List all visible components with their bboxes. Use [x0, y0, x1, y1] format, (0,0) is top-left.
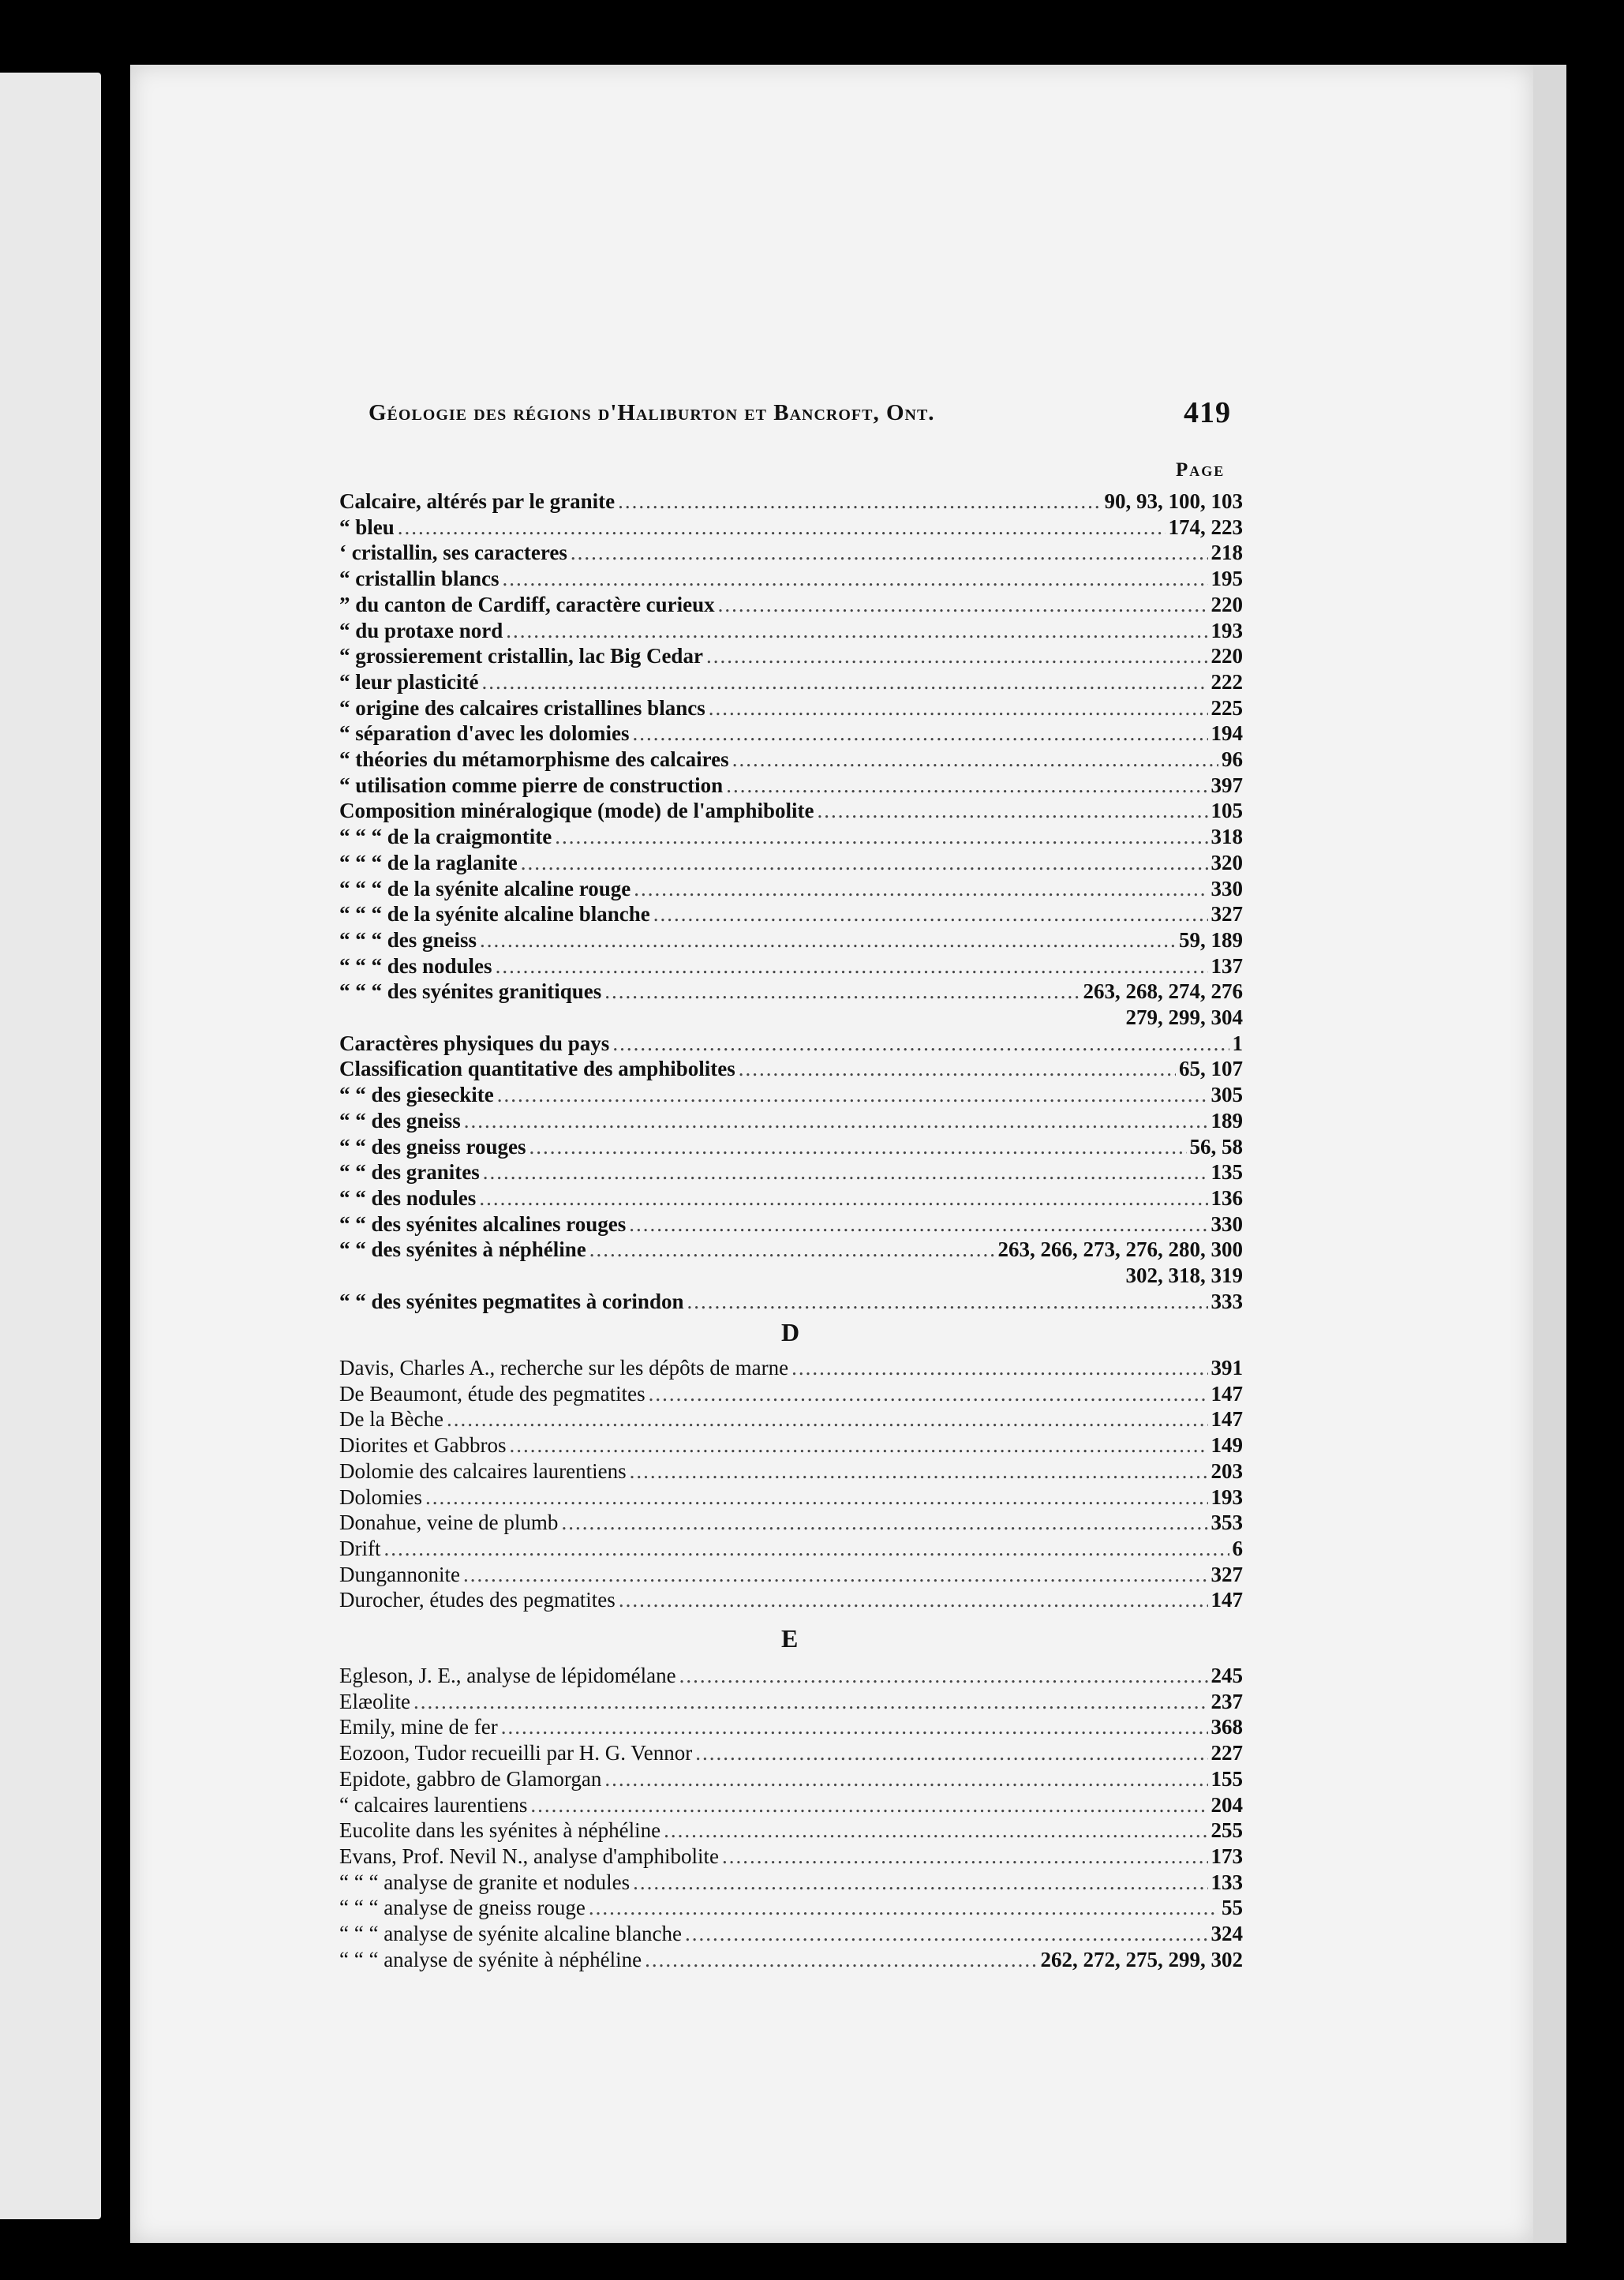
leader-dots [706, 644, 1208, 668]
entry-pages: 263, 268, 274, 276 [1083, 979, 1243, 1004]
index-entry [339, 1237, 1243, 1263]
entry-text: De Beaumont, étude des pegmatites [339, 1381, 645, 1406]
leader-dots [629, 1212, 1207, 1237]
entry-pages: 194 [1211, 721, 1243, 746]
entry-pages: 391 [1211, 1356, 1243, 1380]
leader-dots [612, 1031, 1229, 1056]
index-entry [339, 1160, 1243, 1185]
page-number: 419 [1184, 396, 1231, 429]
index-entry [339, 799, 1243, 824]
entry-text: “ “ “ des gneiss [339, 927, 477, 952]
index-entry-continuation: 302, 318, 319 [1125, 1264, 1243, 1287]
entry-text: “ leur plasticité [339, 669, 479, 694]
entry-pages: 193 [1211, 618, 1243, 642]
entry-text: “ “ “ des syénites granitiques [339, 979, 602, 1004]
leader-dots [496, 954, 1208, 979]
index-entry [339, 851, 1243, 876]
entry-pages: 225 [1211, 695, 1243, 720]
entry-pages: 305 [1211, 1083, 1243, 1107]
entry-text: “ “ “ des nodules [339, 953, 492, 978]
entry-pages: 218 [1211, 541, 1243, 565]
entry-text: “ calcaires laurentiens [339, 1792, 528, 1817]
entry-text: “ théories du métamorphisme des calcaires [339, 747, 729, 771]
entry-pages: 155 [1211, 1766, 1243, 1791]
index-entry [339, 1356, 1243, 1381]
leader-dots [649, 1382, 1208, 1406]
entry-text: Davis, Charles A., recherche sur les dépôts de marne [339, 1356, 789, 1380]
index-entry [339, 1818, 1243, 1844]
entry-text: “ “ “ analyse de syénite alcaline blanche [339, 1922, 683, 1945]
entry-pages: 59, 189 [1179, 927, 1243, 952]
entry-text: “ utilisation comme pierre de construction [339, 773, 724, 797]
leader-dots [604, 1767, 1207, 1791]
entry-pages: 105 [1211, 799, 1243, 823]
index-entry [339, 696, 1243, 721]
entry-pages: 330 [1211, 1211, 1243, 1236]
index-entry [339, 619, 1243, 644]
leader-dots [726, 773, 1207, 798]
entry-pages: 1 [1232, 1031, 1243, 1055]
entry-text: Durocher, études des pegmatites [339, 1588, 616, 1612]
entry-text: Classification quantitative des amphibolites [339, 1057, 735, 1081]
entry-text: Composition minéralogique (mode) de l'amphibolite [339, 799, 814, 823]
index-entry [339, 593, 1243, 618]
entry-text: Epidote, gabbro de Glamorgan [339, 1766, 602, 1791]
entry-pages: 353 [1211, 1511, 1243, 1535]
index-entry [339, 1537, 1243, 1562]
page-column-label: Page [1176, 459, 1225, 481]
entry-text: “ “ “ analyse de gneiss rouge [339, 1896, 586, 1920]
entry-pages: 220 [1211, 644, 1243, 668]
index-entry [339, 1433, 1243, 1458]
entry-pages: 96 [1222, 747, 1243, 771]
leader-dots [503, 567, 1208, 591]
entry-pages: 149 [1211, 1433, 1243, 1458]
index-entry [339, 515, 1243, 541]
leader-dots [529, 1135, 1187, 1159]
entry-pages: 203 [1211, 1458, 1243, 1483]
leader-dots [739, 1057, 1176, 1081]
index-entry [339, 825, 1243, 850]
leader-dots [398, 515, 1166, 540]
entry-pages: 330 [1211, 876, 1243, 900]
entry-pages: 318 [1211, 825, 1243, 849]
entry-pages: 262, 272, 275, 299, 302 [1040, 1947, 1243, 1971]
entry-pages: 220 [1211, 592, 1243, 616]
leader-dots [479, 1186, 1207, 1211]
leader-dots [464, 1109, 1208, 1133]
entry-text: “ “ “ de la craigmontite [339, 825, 552, 849]
leader-dots [384, 1537, 1229, 1561]
entry-text: “ “ des syénites à néphéline [339, 1237, 586, 1262]
index-entry [339, 1870, 1243, 1896]
entry-text: “ “ “ de la syénite alcaline rouge [339, 876, 631, 900]
entry-pages: 255 [1211, 1818, 1243, 1843]
index-entry [339, 902, 1243, 927]
index-entry [339, 1511, 1243, 1536]
leader-dots [483, 1160, 1208, 1185]
index-entry [339, 489, 1243, 515]
entry-pages: 237 [1211, 1689, 1243, 1713]
entry-text: “ du protaxe nord [339, 618, 503, 642]
leader-dots [632, 721, 1207, 746]
entry-text: “ “ des nodules [339, 1185, 477, 1210]
leader-dots [589, 1237, 995, 1262]
entry-text: “ “ des syénites pegmatites à corindon [339, 1289, 684, 1313]
index-entry [339, 1793, 1243, 1818]
entry-text: Diorites et Gabbros [339, 1433, 507, 1458]
index-entry [339, 541, 1243, 566]
leader-dots [447, 1407, 1208, 1432]
leader-dots [791, 1356, 1207, 1380]
entry-text: Caractères physiques du pays [339, 1031, 610, 1055]
entry-pages: 193 [1211, 1484, 1243, 1509]
leader-dots [509, 1433, 1207, 1458]
entry-pages: 327 [1211, 902, 1243, 927]
entry-pages: 245 [1211, 1664, 1243, 1687]
leader-dots [501, 1715, 1208, 1739]
leader-dots [619, 1588, 1208, 1612]
entry-text: De la Bèche [339, 1407, 443, 1432]
entry-text: “ “ “ analyse de syénite à néphéline [339, 1947, 642, 1971]
entry-pages: 204 [1211, 1792, 1243, 1817]
leader-dots [722, 1844, 1207, 1869]
index-entry [339, 1767, 1243, 1792]
index-entry [339, 1588, 1243, 1613]
entry-pages: 333 [1211, 1289, 1243, 1313]
book-page [130, 65, 1533, 2243]
leader-dots [521, 851, 1208, 875]
entry-pages: 133 [1211, 1870, 1243, 1894]
entry-pages: 263, 266, 273, 276, 280, 300 [997, 1237, 1243, 1262]
index-entry [339, 979, 1243, 1005]
entry-text: “ “ “ de la syénite alcaline blanche [339, 902, 650, 927]
leader-dots [679, 1664, 1208, 1688]
index-entry [339, 1031, 1243, 1057]
entry-pages: 137 [1211, 953, 1243, 978]
index-entry [339, 1109, 1243, 1134]
leader-dots [695, 1741, 1207, 1765]
index-entry [339, 1407, 1243, 1432]
section-letter: D [781, 1318, 800, 1346]
entry-text: Eucolite dans les syénites à néphéline [339, 1818, 661, 1843]
index-entry [339, 747, 1243, 773]
entry-text: Emily, mine de fer [339, 1715, 498, 1739]
entry-text: “ bleu [339, 515, 395, 539]
entry-pages: 324 [1211, 1922, 1243, 1945]
leader-dots [571, 541, 1208, 565]
entry-pages: 227 [1211, 1741, 1243, 1765]
entry-pages: 195 [1211, 567, 1243, 591]
entry-pages: 6 [1232, 1536, 1243, 1560]
entry-pages: 397 [1211, 773, 1243, 797]
entry-pages: 327 [1211, 1562, 1243, 1586]
leader-dots [634, 877, 1207, 901]
entry-pages: 320 [1211, 850, 1243, 874]
entry-pages: 65, 107 [1179, 1057, 1243, 1081]
index-entry [339, 670, 1243, 695]
entry-pages: 147 [1211, 1588, 1243, 1612]
entry-text: Calcaire, altérés par le granite [339, 489, 616, 513]
entry-text: ” du canton de Cardiff, caractère curieux [339, 592, 715, 616]
index-entry [339, 644, 1243, 669]
index-entry [339, 1459, 1243, 1484]
leader-dots [618, 489, 1101, 514]
index-entry [339, 1083, 1243, 1108]
entry-pages: 147 [1211, 1381, 1243, 1406]
entry-text: “ “ “ de la raglanite [339, 850, 518, 874]
entry-text: Drift [339, 1536, 381, 1560]
index-entry [339, 1664, 1243, 1689]
leader-dots [818, 799, 1208, 823]
entry-pages: 368 [1211, 1715, 1243, 1739]
index-entry [339, 1563, 1243, 1588]
entry-text: Donahue, veine de plumb [339, 1511, 559, 1535]
entry-text: “ “ des gneiss rouges [339, 1134, 526, 1159]
leader-dots [506, 619, 1207, 643]
entry-text: “ cristallin blancs [339, 567, 500, 591]
section-letter: E [781, 1624, 799, 1653]
leader-dots [630, 1459, 1208, 1484]
index-entry [339, 1690, 1243, 1715]
entry-text: Evans, Prof. Nevil N., analyse d'amphibolite [339, 1844, 720, 1868]
entry-text: Dolomie des calcaires laurentiens [339, 1458, 627, 1483]
leader-dots [413, 1690, 1208, 1714]
leader-dots [653, 902, 1208, 927]
entry-text: Elæolite [339, 1689, 410, 1713]
index-entry [339, 1922, 1243, 1947]
leader-dots [687, 1290, 1207, 1314]
entry-pages: 189 [1211, 1108, 1243, 1133]
entry-pages: 90, 93, 100, 103 [1104, 489, 1243, 513]
entry-pages: 222 [1211, 669, 1243, 694]
index-entry [339, 1896, 1243, 1921]
index-entry [339, 1948, 1243, 1973]
leader-dots [425, 1485, 1208, 1510]
index-entry [339, 1485, 1243, 1511]
index-entry [339, 954, 1243, 979]
leader-dots [555, 825, 1207, 849]
leader-dots [589, 1896, 1218, 1920]
entry-pages: 56, 58 [1189, 1134, 1243, 1159]
entry-pages: 55 [1222, 1896, 1243, 1920]
leader-dots [633, 1870, 1207, 1895]
entry-text: “ “ “ analyse de granite et nodules [339, 1870, 631, 1894]
leader-dots [463, 1563, 1208, 1587]
entry-text: “ “ des syénites alcalines rouges [339, 1211, 627, 1236]
index-entry [339, 1715, 1243, 1740]
leader-dots [561, 1511, 1207, 1535]
facing-page-edge [0, 73, 101, 2219]
entry-text: Egleson, J. E., analyse de lépidomélane [339, 1664, 676, 1687]
entry-text: Eozoon, Tudor recueilli par H. G. Vennor [339, 1741, 693, 1765]
entry-text: “ grossierement cristallin, lac Big Cedar [339, 644, 703, 668]
leader-dots [718, 593, 1208, 617]
entry-text: “ “ des gieseckite [339, 1083, 494, 1107]
index-entry [339, 877, 1243, 902]
entry-text: “ origine des calcaires cristallines blancs [339, 695, 705, 720]
entry-text: “ “ des granites [339, 1160, 480, 1185]
entry-text: ‘ cristallin, ses caracteres [339, 541, 567, 565]
leader-dots [497, 1083, 1208, 1107]
leader-dots [732, 747, 1218, 772]
entry-text: Dolomies [339, 1484, 422, 1509]
entry-pages: 135 [1211, 1160, 1243, 1185]
index-entry [339, 1212, 1243, 1237]
index-entry [339, 721, 1243, 747]
entry-pages: 173 [1211, 1844, 1243, 1868]
entry-text: “ “ des gneiss [339, 1108, 461, 1133]
leader-dots [604, 979, 1080, 1004]
index-entry-continuation: 279, 299, 304 [1125, 1005, 1243, 1029]
index-entry [339, 1382, 1243, 1407]
index-entry [339, 1186, 1243, 1211]
index-entry [339, 1057, 1243, 1082]
entry-pages: 136 [1211, 1185, 1243, 1210]
entry-pages: 147 [1211, 1407, 1243, 1432]
index-entry [339, 567, 1243, 592]
index-entry [339, 1741, 1243, 1766]
entry-pages: 174, 223 [1168, 515, 1243, 539]
page-title: Géologie des régions d'Haliburton et Bancroft, Ont. [369, 400, 935, 425]
leader-dots [530, 1793, 1207, 1818]
leader-dots [664, 1818, 1207, 1843]
index-entry [339, 1290, 1243, 1315]
index-entry [339, 1135, 1243, 1160]
index-entry [339, 928, 1243, 953]
page-edge-shadow [1533, 65, 1566, 2243]
entry-text: “ séparation d'avec les dolomies [339, 721, 630, 746]
index-entry [339, 1844, 1243, 1870]
entry-text: Dungannonite [339, 1562, 460, 1586]
leader-dots [481, 670, 1207, 694]
leader-dots [480, 928, 1176, 953]
leader-dots [685, 1922, 1207, 1946]
leader-dots [709, 696, 1208, 721]
index-entry [339, 773, 1243, 799]
leader-dots [645, 1948, 1037, 1972]
